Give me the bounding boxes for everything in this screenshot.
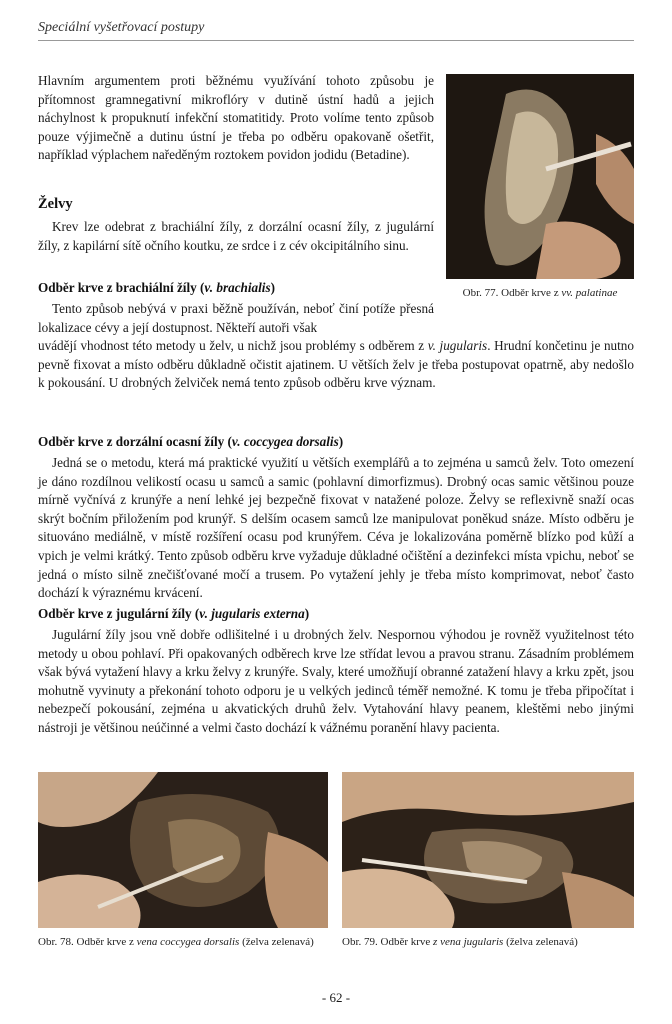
figure-78-rest: (želva zelenavá) (239, 936, 314, 948)
brachialis-rest-2: . Hrudní končetinu je nutno pevně fixovat a místo odběru důkladně očistit ajatinem. U větších želv je třeba postupovat opatrně, aby nedošlo k pokousání. U drobných želviček nemá tento způsob odběru krve význam. (38, 338, 634, 391)
heading-coccygea (38, 434, 343, 450)
heading-brachialis-end: ) (270, 280, 276, 295)
heading-brachialis-main: Odběr krve z brachiální žíly ( (38, 280, 205, 295)
jugularis-paragraph (38, 626, 634, 738)
brachialis-text-top: Tento způsob nebývá v praxi běžně používán, neboť činí potíže přesná lokalizace cévy a její dostupnost. Někteří autoři však (38, 301, 434, 335)
heading-coccygea-latin: v. coccygea dorsalis (231, 434, 339, 449)
figure-77-latin: vv. palatinae (561, 287, 618, 299)
running-header: Speciální vyšetřovací postupy (38, 20, 205, 35)
coccygea-text: Jedná se o metodu, která má praktické využití u větších exemplářů a to zejména u samců želv. Toto omezení je dáno rozdílnou velikostí ocasu u samců a samic (pohlavní dimorfizmus). Drobný ocas samic většinou pouze mírně vyčnívá z krunýře a není lehké jej bezpečně fixovat v natažené poloze. Želvy se reflexivně snaží ocas skrýt bočním přiložením pod krunýř. S delším ocasem samců lze manipulovat poněkud snáze. Místo odběru je situováno mediálně, v místě rozšíření ocasu pod krunýřem. Céva je lokalizována poměrně blízko pod kůží a vpich je velmi krátký. Tento způsob odběru krve vyžaduje důkladné očištění a dezinfekci místa vpichu, neboť se jedná o místo silně znečišťované močí a trusem. Po vytažení jehly je třeba místo komprimovat, neboť často dochází k výraznému krvácení. (38, 455, 634, 601)
jugularis-text: Jugulární žíly jsou vně dobře odlišitelné i u drobných želv. Nespornou výhodou je rovněž využitelnost této metody u obou pohlaví. Při opakovaných odběrech krve lze střídat levou a pravou stranu. Zásadním problémem však bývá vytažení hlavy a krku želvy z krunýře. Svaly, které umožňují obranné zatažení hlavy a krku zpět, jsou mohutně vyvinuty a překonání tohoto odporu je u velkých jedinců téměř nemožné. K tomu je třeba připočítat i nebezpečí pokousání, zejména u akvatických druhů želv. Vytahování hlavy peanem, kleštěmi nebo jinými nástroji je většinou neúčinné a velmi často dochází k vážnému poranění hlavy pacienta. (38, 627, 634, 735)
brachialis-text-rest (38, 337, 634, 393)
section-heading-zelvy: Želvy (38, 196, 73, 212)
heading-jugularis-latin: v. jugularis externa (199, 606, 305, 621)
figure-77-caption (446, 286, 634, 300)
zelvy-paragraph (38, 218, 434, 255)
heading-coccygea-main: Odběr krve z dorzální ocasní žíly ( (38, 434, 232, 449)
figure-79-rest: (želva zelenavá) (503, 936, 578, 948)
coccygea-paragraph (38, 454, 634, 603)
figure-79-caption (342, 935, 634, 949)
heading-jugularis-end: ) (304, 606, 310, 621)
figure-78-latin: vena coccygea dorsalis (136, 936, 240, 948)
figure-77-label: Obr. 77. Odběr krve z (462, 287, 562, 299)
header-rule (38, 40, 634, 41)
page-number: - 62 - (321, 990, 351, 1005)
heading-jugularis-main: Odběr krve z jugulární žíly ( (38, 606, 200, 621)
intro-paragraph (38, 72, 434, 165)
figure-78-caption (38, 935, 328, 949)
heading-jugularis (38, 606, 309, 622)
figure-78-photo (38, 772, 328, 928)
intro-text: Hlavním argumentem proti běžnému využívání tohoto způsobu je přítomnost gramnegativní mikroflóry v dutině ústní hadů a jejich náchylnost k propuknutí infekční stomatitidy. Proto volíme tento způsob pouze výjimečně a dutinu ústní je třeba po odběru opakovaně ošetřit, například výplachem naředěným roztokem povidon jodidu (Betadine). (38, 73, 434, 163)
heading-brachialis (38, 280, 275, 296)
brachialis-paragraph-rest (38, 337, 634, 393)
figure-77-photo (446, 74, 634, 279)
figure-79-latin: z vena jugularis (433, 936, 504, 948)
brachialis-rest-latin: v. jugularis (427, 338, 488, 353)
heading-coccygea-end: ) (338, 434, 344, 449)
figure-78-label: Obr. 78. Odběr krve z (38, 936, 137, 948)
figure-79-label: Obr. 79. Odběr krve (342, 936, 434, 948)
heading-brachialis-latin: v. brachialis (204, 280, 271, 295)
figure-79-photo (342, 772, 634, 928)
brachialis-paragraph-top (38, 300, 434, 337)
zelvy-text: Krev lze odebrat z brachiální žíly, z dorzální ocasní žíly, z jugulární žíly, z kapilární sítě očního koutku, ze srdce i z cév okcipitálního sinu. (38, 219, 434, 253)
brachialis-rest-1: uvádějí vhodnost této metody u želv, u nichž jsou problémy s odběrem z (38, 338, 428, 353)
